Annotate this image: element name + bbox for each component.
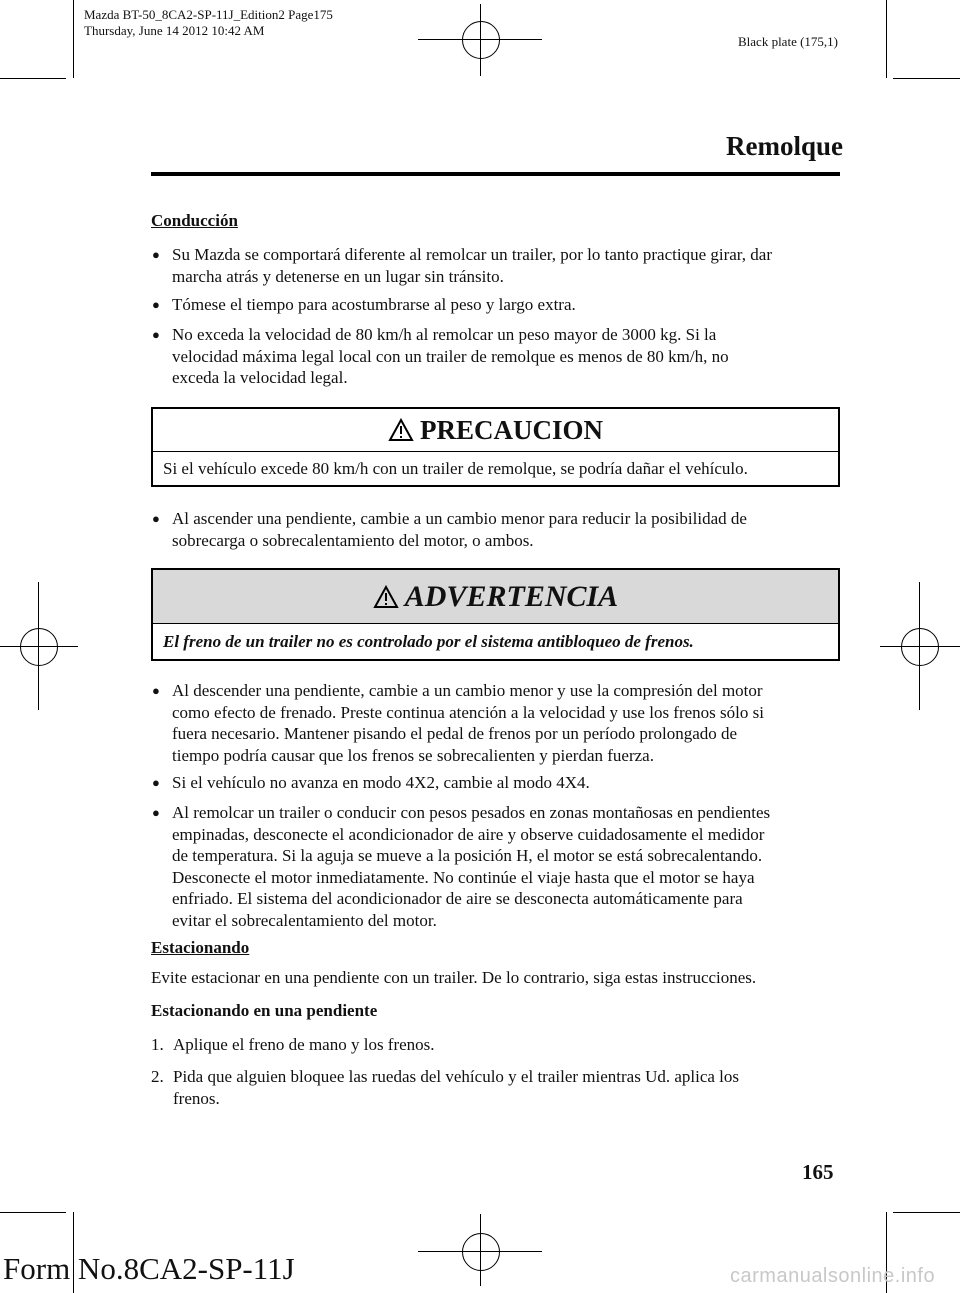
title-rule	[151, 172, 840, 176]
list-item: ● Su Mazda se comportará diferente al remolcar un trailer, por lo tanto practique girar, dar marcha atrás y detenerse en un lugar sin tránsito.	[152, 245, 772, 286]
bullet-dot-icon: ●	[152, 511, 160, 526]
warning-box	[151, 568, 840, 661]
watermark: carmanualsonline.info	[730, 1265, 936, 1287]
list-item: 1. Aplique el freno de mano y los frenos.	[151, 1035, 435, 1054]
form-number: Form No.8CA2-SP-11J	[3, 1251, 295, 1286]
caution-header	[153, 409, 838, 452]
warning-triangle-icon	[388, 418, 414, 442]
warning-header	[153, 570, 838, 624]
bullet-dot-icon: ●	[152, 775, 160, 790]
caution-title: PRECAUCION	[419, 414, 603, 445]
list-item: ● Al remolcar un trailer o conducir con pesos pesados en zonas montañosas en pendientes empinadas, desconecte el acondicionador de aire y observe cuidadosamente el medidor de temperatura. Si la aguja se mueve a la posición H, el motor se está sobrecalentando. Desconecte el motor inmediatamente. No continúe el viaje hasta que el motor se haya enfriado. El sistema del acondicionador de aire se desconecta automáticamente para evitar el sobrecalentamiento del motor.	[152, 803, 771, 930]
page-number: 165	[802, 1160, 834, 1184]
bullet-dot-icon: ●	[152, 297, 160, 312]
section-title: Remolque	[726, 131, 843, 161]
list-item: ● No exceda la velocidad de 80 km/h al remolcar un peso mayor de 3000 kg. Si la velocidad máxima legal local con un trailer de remolque es menos de 80 km/h, no exceda la velocidad legal.	[152, 325, 729, 387]
warning-triangle-icon	[373, 585, 399, 609]
doc-meta-line2: Thursday, June 14 2012 10:42 AM	[84, 23, 265, 38]
driving-heading: Conducción	[151, 211, 238, 230]
list-item: ● Al descender una pendiente, cambie a un cambio menor y use la compresión del motor como efecto de frenado. Preste continua atención a la velocidad y use los frenos sólo si fuera necesario. Mantener pisando el pedal de frenos por un período prolongado de tiempo podría causar que los frenos se sobrecalienten y pierdan fuerza.	[152, 681, 764, 765]
bullet-dot-icon: ●	[152, 247, 160, 262]
caution-box	[151, 407, 840, 487]
parking-intro: Evite estacionar en una pendiente con un trailer. De lo contrario, siga estas instrucciones.	[151, 968, 757, 987]
list-item: ● Si el vehículo no avanza en modo 4X2, cambie al modo 4X4.	[152, 773, 590, 792]
parking-subheading: Estacionando en una pendiente	[151, 1001, 378, 1020]
bullet-dot-icon: ●	[152, 327, 160, 342]
doc-meta	[84, 7, 333, 39]
plate-label: Black plate (175,1)	[738, 34, 838, 49]
bullet-dot-icon: ●	[152, 683, 160, 698]
bullet-dot-icon: ●	[152, 805, 160, 820]
list-item: ● Tómese el tiempo para acostumbrarse al peso y largo extra.	[152, 295, 576, 314]
warning-title: ADVERTENCIA	[404, 579, 619, 613]
list-item: 2. Pida que alguien bloquee las ruedas del vehículo y el trailer mientras Ud. aplica los frenos.	[151, 1067, 740, 1108]
warning-text: El freno de un trailer no es controlado por el sistema antibloqueo de frenos.	[163, 632, 694, 651]
parking-heading: Estacionando	[151, 938, 250, 957]
caution-text: Si el vehículo excede 80 km/h con un trailer de remolque, se podría dañar el vehículo.	[163, 459, 748, 478]
list-item: ● Al ascender una pendiente, cambie a un cambio menor para reducir la posibilidad de sobrecarga o sobrecalentamiento del motor, o ambos.	[152, 509, 747, 550]
doc-meta-line1: Mazda BT-50_8CA2-SP-11J_Edition2 Page175	[84, 7, 333, 22]
